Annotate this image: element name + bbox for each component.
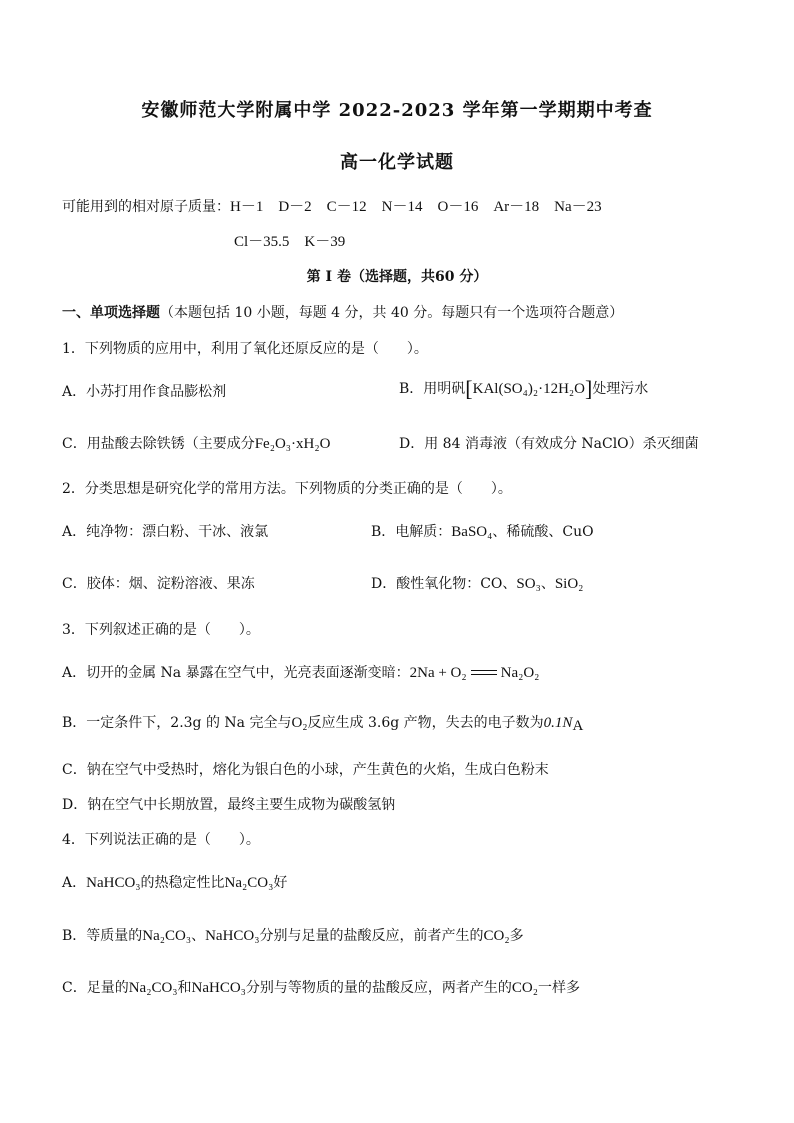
- q4-option-c-post: 一样多: [537, 980, 580, 996]
- q3-option-a: [62, 662, 539, 682]
- q3-option-a-text: A．切开的金属 Na 暴露在空气中，光亮表面逐渐变暗：: [62, 665, 410, 681]
- q4-option-c-formula-3: CO₂: [511, 980, 538, 996]
- q4-option-a-formula-1: NaHCO₃: [86, 875, 141, 891]
- q4-option-b-formula-3: CO₂: [483, 928, 510, 944]
- atomic-mass-label: 可能用到的相对原子质量：: [62, 199, 230, 215]
- q1-option-b-text: B．用明矾: [399, 381, 466, 397]
- q4-option-c-mid: 分别与等物质的量的盐酸反应，两者产生的: [245, 980, 512, 996]
- q4-option-c-formula-1: Na₂CO₃: [128, 980, 178, 996]
- q2-option-b-formula: BaSO₄: [451, 524, 493, 540]
- q1-option-b-formula: KAl(SO₄)₂·12H₂O: [472, 381, 585, 397]
- q3-option-a-lhs: 2Na + O₂: [409, 665, 467, 681]
- bracket-right: ]: [584, 376, 593, 401]
- exam-title: 安徽师范大学附属中学 2022-2023 学年第一学期期中考查: [141, 100, 653, 121]
- q2-option-b-text: B．电解质：: [371, 524, 452, 540]
- q4-option-b-formula-2: NaHCO₃: [205, 928, 260, 944]
- q3-option-b: [62, 712, 583, 732]
- q2-option-d-formula-2: SiO₂: [554, 576, 584, 592]
- q1-option-c-text: C．用盐酸去除铁锈（主要成分: [62, 436, 255, 452]
- bracket-left: [: [465, 376, 473, 401]
- q4-option-b-formula-1: Na₂CO₃: [142, 928, 192, 944]
- q2-option-d-text: D．酸性氧化物：CO、: [371, 576, 517, 592]
- q3-option-b-text: B．一定条件下，2.3g 的 Na 完全与: [62, 715, 292, 731]
- q1-option-b-post: 处理污水: [592, 381, 649, 397]
- q3-option-b-subscript: A: [572, 718, 584, 734]
- q4-option-a-post: 好: [273, 875, 288, 891]
- q1-option-d: D．用 84 消毒液（有效成分 NaClO）杀灭细菌: [399, 436, 699, 452]
- q3-option-b-post: 反应生成 3.6g 产物，失去的电子数为: [307, 715, 544, 731]
- section-note: （本题包括 10 小题，每题 4 分，共 40 分。每题只有一个选项符合题意）: [160, 305, 624, 321]
- q4-option-b-mid: 分别与足量的盐酸反应，前者产生的: [259, 928, 484, 944]
- q3-option-b-o2: O₂: [291, 715, 308, 731]
- q3-option-d: D．钠在空气中长期放置，最终主要生成物为碳酸氢钠: [62, 797, 396, 813]
- q2-option-b-post: 、稀硫酸、CuO: [492, 524, 594, 540]
- q3-option-a-rhs: Na₂O₂: [500, 665, 540, 681]
- q4-option-b-text: B．等质量的: [62, 928, 143, 944]
- atomic-mass-values-2: Cl－35.5 K－39: [234, 234, 346, 250]
- q4-option-b-post: 多: [509, 928, 524, 944]
- q3-option-c: C．钠在空气中受热时，熔化为银白色的小球，产生黄色的火焰，生成白色粉末: [62, 762, 549, 778]
- q4-option-a-formula-2: Na₂CO₃: [224, 875, 274, 891]
- q2-option-c: C．胶体：烟、淀粉溶液、果冻: [62, 576, 255, 592]
- atomic-mass-line-1: [62, 195, 602, 216]
- q2-option-d: [371, 573, 583, 593]
- part1-heading: 第 I 卷（选择题，共60 分）: [306, 269, 488, 285]
- q1-option-c-formula: Fe₂O₃·xH₂O: [254, 436, 331, 452]
- q2-option-d-formula-1: SO₃: [516, 576, 541, 592]
- q4-option-b: [62, 925, 524, 945]
- q2-stem: 2．分类思想是研究化学的常用方法。下列物质的分类正确的是（ ）。: [62, 481, 512, 497]
- q4-option-c: [62, 977, 580, 997]
- q4-option-c-text: C．足量的: [62, 980, 129, 996]
- q4-option-a-text: A．: [62, 875, 87, 891]
- q2-option-b: [371, 521, 594, 541]
- atomic-mass-values-1: H－1 D－2 C－12 N－14 O－16 Ar－18 Na－23: [230, 199, 602, 215]
- q3-option-b-value: 0.1N: [543, 715, 573, 731]
- q1-option-a: A．小苏打用作食品膨松剂: [62, 384, 227, 400]
- q4-option-c-and: 和: [177, 980, 192, 996]
- section-title: 一、单项选择题: [62, 305, 160, 321]
- section-title-line: [62, 302, 623, 322]
- q4-option-a-mid: 的热稳定性比: [140, 875, 225, 891]
- q4-stem: 4．下列说法正确的是（ ）。: [62, 832, 260, 848]
- exam-subtitle: 高一化学试题: [340, 152, 454, 173]
- q1-option-b: [399, 376, 648, 402]
- reaction-equals-sign: [471, 669, 497, 677]
- q1-option-c: [62, 433, 330, 453]
- q2-option-a: A．纯净物：漂白粉、干冰、液氯: [62, 524, 269, 540]
- q2-option-d-sep: 、: [540, 576, 555, 592]
- q4-option-b-sep: 、: [191, 928, 206, 944]
- q4-option-a: [62, 872, 287, 892]
- q3-stem: 3．下列叙述正确的是（ ）。: [62, 622, 260, 638]
- q1-stem: 1．下列物质的应用中，利用了氧化还原反应的是（ ）。: [62, 341, 428, 357]
- q4-option-c-formula-2: NaHCO₃: [191, 980, 246, 996]
